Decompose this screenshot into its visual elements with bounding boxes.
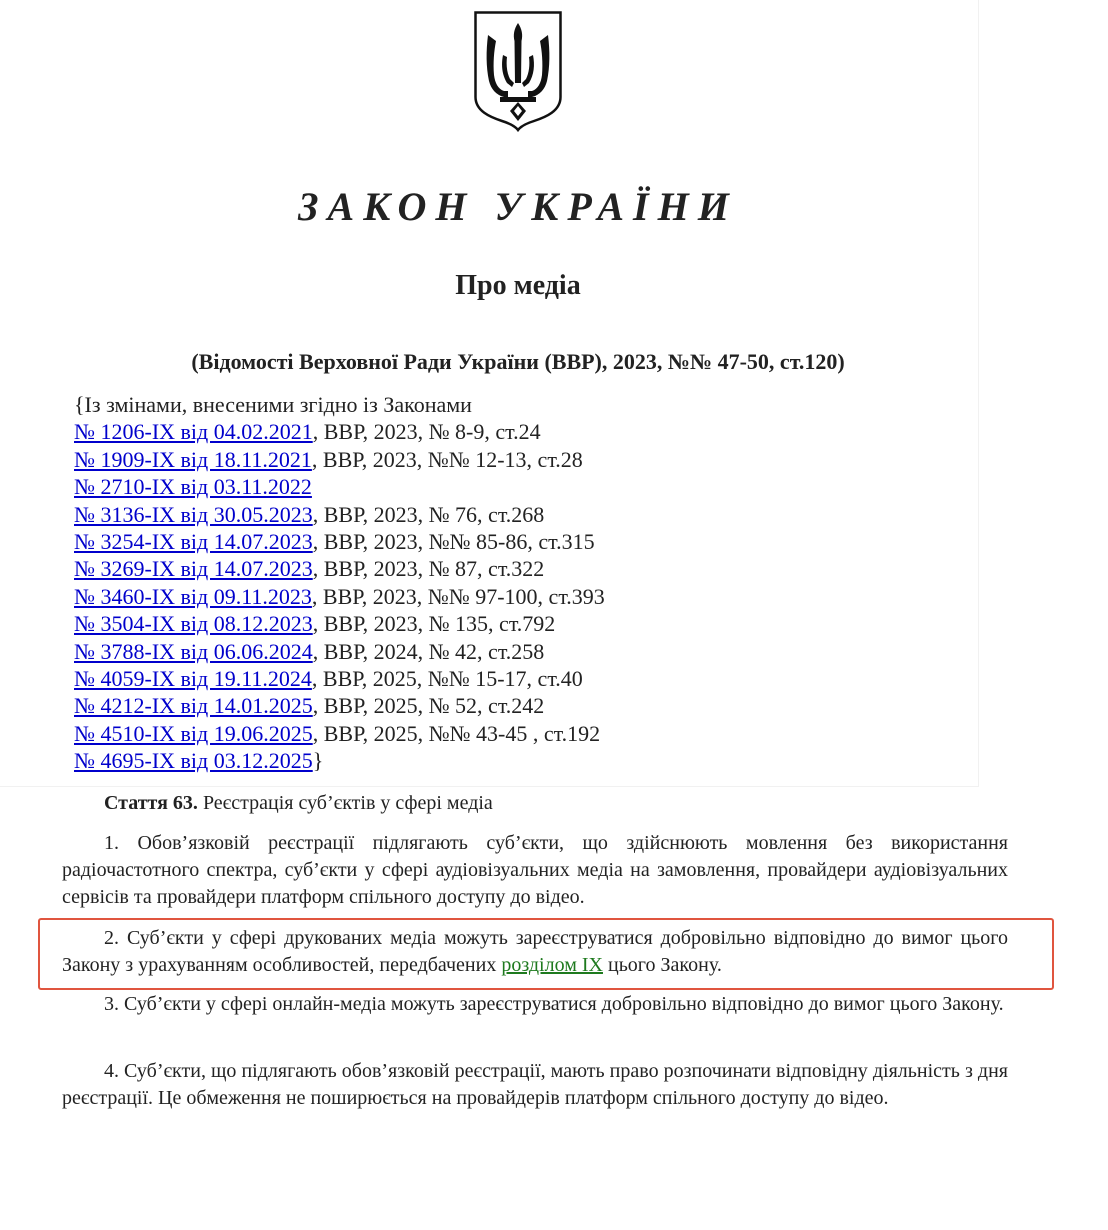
amendment-source: , ВВР, 2023, № 135, ст.792	[312, 611, 556, 637]
amendment-source: , ВВР, 2023, № 8-9, ст.24	[312, 419, 541, 445]
article-paragraph-2	[62, 925, 1008, 979]
section-ix-link[interactable]: розділом IX	[501, 954, 603, 976]
article-paragraph-4: 4. Суб’єкти, що підлягають обов’язковій реєстрації, мають право розпочинати відповідну діяльність з дня реєстрації. Це обмеження не поширюється на провайдерів платформ спільного доступу до відео.	[62, 1060, 1008, 1109]
article-paragraph-1: 1. Обов’язковій реєстрації підлягають суб’єкти, що здійснюють мовлення без використання радіочастотного спектра, суб’єкти у сфері аудіовізуальних медіа на замовлення, провайдери аудіовізуальних сервісів та провайдери платформ спільного доступу до відео.	[62, 832, 1008, 908]
amendment-source: , ВВР, 2023, № 76, ст.268	[312, 501, 545, 527]
amendment-source: , ВВР, 2025, № 52, ст.242	[312, 693, 545, 719]
article-paragraph-3: 3. Суб’єкти у сфері онлайн-медіа можуть зареєструватися добровільно відповідно до вимог цього Закону.	[104, 993, 1004, 1015]
amendment-source: , ВВР, 2025, №№ 43-45 , ст.192	[312, 720, 601, 746]
amendment-link[interactable]: № 3269-IX від 14.07.2023	[74, 556, 313, 582]
amendment-line	[74, 555, 605, 582]
amendment-link[interactable]: № 2710-IX від 03.11.2022	[74, 474, 312, 500]
amendment-line	[74, 665, 605, 692]
amendment-line	[74, 501, 605, 528]
amendment-source: , ВВР, 2024, № 42, ст.258	[312, 638, 545, 664]
amendment-source: , ВВР, 2023, № 87, ст.322	[312, 556, 545, 582]
amendment-link[interactable]: № 3788-IX від 06.06.2024	[74, 638, 313, 664]
amendment-link[interactable]: № 1909-IX від 18.11.2021	[74, 446, 312, 472]
amendment-link[interactable]: № 4059-IX від 19.11.2024	[74, 666, 312, 692]
paragraph-2-text: 2. Суб’єкти у сфері друкованих медіа можуть зареєструватися добровільно відповідно до вимог цього Закону з урахуванням особливостей, передбачених	[62, 927, 1008, 976]
law-title: Про медіа	[455, 270, 581, 301]
amendment-line	[74, 610, 605, 637]
article-title: Реєстрація суб’єктів у сфері медіа	[197, 792, 493, 814]
amendment-line	[74, 473, 605, 500]
amendment-line	[74, 583, 605, 610]
amendment-source: , ВВР, 2025, №№ 15-17, ст.40	[311, 666, 583, 692]
amendment-link[interactable]: № 3460-IX від 09.11.2023	[74, 583, 312, 609]
amendment-link[interactable]: № 4212-IX від 14.01.2025	[74, 693, 313, 719]
amendment-line	[74, 720, 605, 747]
amendment-line	[74, 747, 605, 774]
amendment-line	[74, 418, 605, 445]
amendment-line	[74, 446, 605, 473]
amendment-source: , ВВР, 2023, №№ 97-100, ст.393	[311, 583, 605, 609]
amendment-line	[74, 528, 605, 555]
amendment-link[interactable]: № 4510-IX від 19.06.2025	[74, 720, 313, 746]
article-heading	[104, 789, 493, 817]
law-type-heading: ЗАКОН УКРАЇНИ	[298, 184, 738, 229]
publication-reference: (Відомості Верховної Ради України (ВВР), 2023, №№ 47-50, ст.120)	[191, 349, 845, 374]
paragraph-2-text-end: цього Закону.	[602, 954, 722, 976]
amendment-link[interactable]: № 1206-IX від 04.02.2021	[74, 419, 313, 445]
amendment-line	[74, 638, 605, 665]
amendment-source: , ВВР, 2023, №№ 12-13, ст.28	[311, 446, 583, 472]
amendment-line	[74, 692, 605, 719]
amendments-intro: {Із змінами, внесеними згідно із Законами	[74, 392, 472, 417]
amendments-list	[74, 391, 605, 775]
article-number: Стаття 63.	[104, 792, 198, 814]
amendment-link[interactable]: № 3504-IX від 08.12.2023	[74, 611, 313, 637]
amendment-link[interactable]: № 4695-IX від 03.12.2025	[74, 748, 313, 774]
amendment-source: , ВВР, 2023, №№ 85-86, ст.315	[312, 529, 595, 555]
amendment-link[interactable]: № 3254-IX від 14.07.2023	[74, 529, 313, 555]
amendment-link[interactable]: № 3136-IX від 30.05.2023	[74, 501, 313, 527]
coat-of-arms-icon	[474, 11, 562, 132]
amendments-closing-brace: }	[312, 748, 324, 774]
